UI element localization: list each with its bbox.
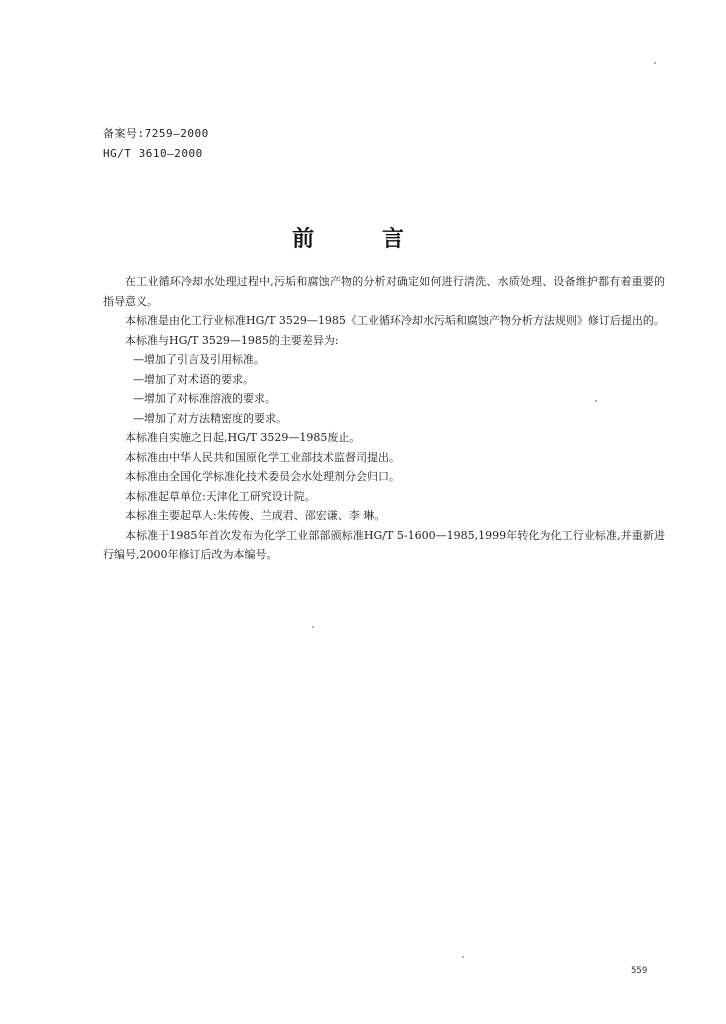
paragraph-drafting-unit: 本标准起草单位:天津化工研究设计院。 (125, 489, 316, 503)
paragraph-proposer: 本标准由中华人民共和国原化学工业部技术监督司提出。 (125, 450, 400, 464)
page-number: 559 (631, 966, 648, 976)
difference-item: —增加了对标准溶液的要求。 (133, 392, 276, 405)
paragraph-origin: 本标准是由化工行业标准HG/T 3529—1985《工业循环冷却水污垢和腐蚀产物分析方法规则》修订后提出的。 (125, 314, 665, 327)
standard-code: HG/T 3610—2000 (103, 147, 203, 160)
difference-item: —增加了对术语的要求。 (133, 372, 254, 386)
scan-speck (654, 62, 656, 64)
scan-speck (595, 400, 597, 402)
header-block (103, 124, 209, 164)
foreword-body (103, 272, 665, 565)
paragraph-administrator: 本标准由全国化学标准化技术委员会水处理剂分会归口。 (125, 470, 400, 483)
paragraph-intro: 在工业循环冷却水处理过程中,污垢和腐蚀产物的分析对确定如何进行清洗、水质处理、设备维护都有着重要的指导意义。 (103, 275, 665, 308)
difference-item: —增加了引言及引用标准。 (133, 353, 265, 366)
scan-speck (312, 626, 314, 628)
scan-speck (462, 956, 464, 958)
page-title: 前 言 (292, 226, 434, 252)
record-number: 备案号:7259—2000 (103, 127, 209, 140)
paragraph-differences-intro: 本标准与HG/T 3529—1985的主要差异为: (125, 333, 339, 347)
paragraph-drafters: 本标准主要起草人:朱传俊、兰成君、邵宏谦、李 琳。 (125, 509, 386, 522)
paragraph-supersede: 本标准自实施之日起,HG/T 3529—1985废止。 (125, 431, 361, 444)
difference-item: —增加了对方法精密度的要求。 (133, 411, 287, 425)
paragraph-history: 本标准于1985年首次发布为化学工业部部颁标准HG/T 5-1600—1985,1999年转化为化工行业标准,并重新进行编号,2000年修订后改为本编号。 (103, 528, 665, 561)
